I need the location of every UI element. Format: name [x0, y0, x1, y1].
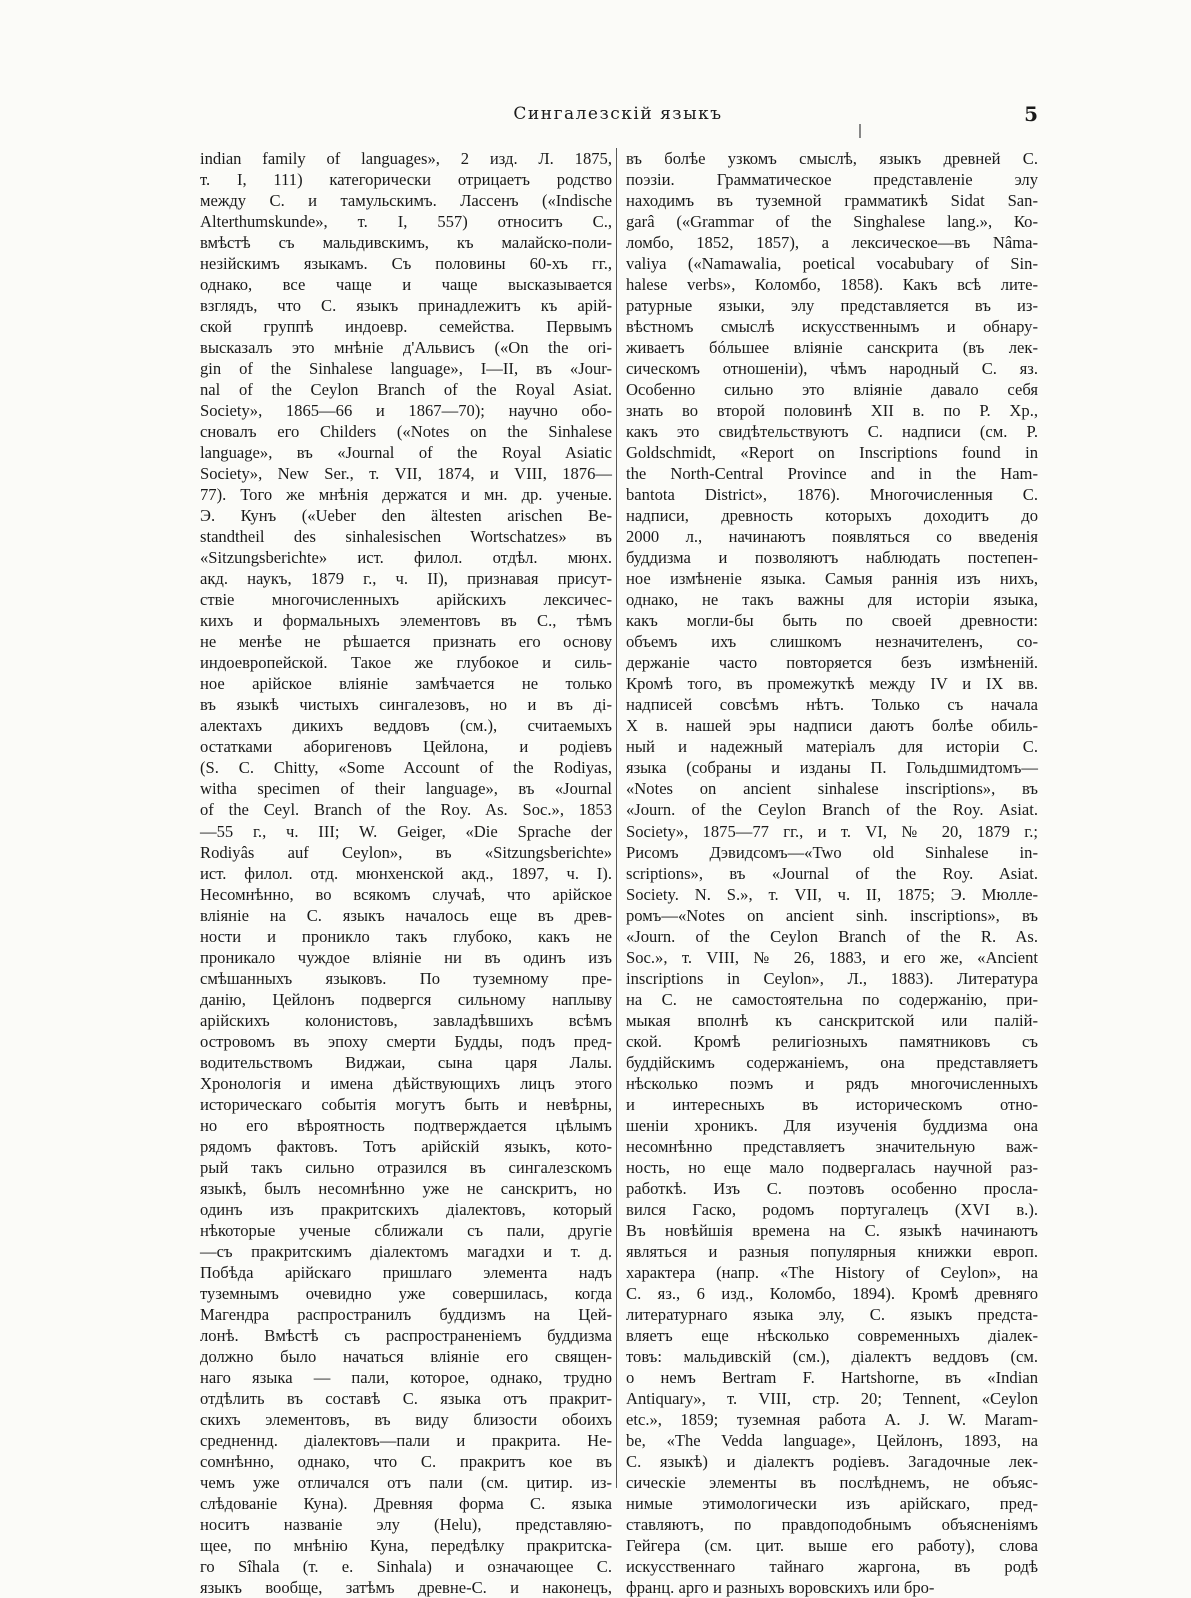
- text-line: Society», 1865—66 и 1867—70); научно обо-: [200, 401, 612, 421]
- text-line: т. I, 111) категорически отрицаетъ родство: [200, 170, 612, 190]
- text-line: inscriptions in Ceylon», Л., 1883). Литература: [626, 968, 1038, 988]
- page-header: [198, 98, 1038, 138]
- text-line: Rodiyâs auf Ceylon», въ «Sitzungsberichte»: [200, 842, 612, 862]
- text-line: находимъ въ туземной грамматикѣ Sidat San-: [626, 191, 1038, 211]
- text-line: ности и проникло такъ глубоко, какъ не: [200, 926, 612, 946]
- text-line: нѣкоторые ученые сближали съ пали, другіе: [200, 1220, 612, 1240]
- text-line: туземнымъ очевидно уже совершилась, когда: [200, 1283, 612, 1303]
- text-line: чемъ уже отличался отъ пали (см. цитир. из-: [200, 1472, 612, 1492]
- text-line: «Journ. of the Ceylon Branch of the R. As.: [626, 926, 1038, 946]
- text-line: арійскихъ колонистовъ, завладѣвшихъ всѣмъ: [200, 1010, 612, 1030]
- text-line: the North-Central Province and in the Ham-: [626, 464, 1038, 484]
- text-line: языка (собраны и изданы П. Гольдшмидтомъ—: [626, 758, 1038, 778]
- text-line: of the Ceyl. Branch of the Roy. As. Soc.», 1853: [200, 800, 612, 820]
- text-line: должно было начаться вліяніе его священ-: [200, 1346, 612, 1366]
- text-line: носитъ названіе элу (Helu), представляю-: [200, 1515, 612, 1535]
- text-line: bantota District», 1876). Многочисленныя С.: [626, 485, 1038, 505]
- text-line: ное измѣненіе языка. Самыя раннія изъ нихъ,: [626, 569, 1038, 589]
- text-column-left: [200, 148, 612, 1598]
- text-line: etc.», 1859; туземная работа A. J. W. Maram-: [626, 1409, 1038, 1429]
- text-line: знать во второй половинѣ XII в. по Р. Хр.,: [626, 401, 1038, 421]
- text-line: мыкая вполнѣ къ санскритской или палій-: [626, 1010, 1038, 1030]
- text-line: language», въ «Journal of the Royal Asiatic: [200, 443, 612, 463]
- text-line: ствіе многочисленныхъ арійскихъ лексичес-: [200, 590, 612, 610]
- text-line: ской. Кромѣ религіозныхъ памятниковъ съ: [626, 1031, 1038, 1051]
- text-line: незійскимъ языкамъ. Съ половины 60-хъ гг.,: [200, 254, 612, 274]
- text-line: высказалъ это мнѣніе д'Альвисъ («On the ori-: [200, 338, 612, 358]
- text-line: однако, не такъ важны для исторіи языка,: [626, 590, 1038, 610]
- text-line: «Sitzungsberichte» ист. филол. отдѣл. мюнх.: [200, 548, 612, 568]
- text-line: смѣшанныхъ языковъ. По туземному пре-: [200, 968, 612, 988]
- text-line: 77). Того же мнѣнія держатся и мн. др. ученые.: [200, 485, 612, 505]
- text-line: являться и разныя популярныя книжки европ.: [626, 1241, 1038, 1261]
- text-line: X в. нашей эры надписи даютъ болѣе обиль-: [626, 716, 1038, 736]
- text-line: въ языкѣ чистыхъ сингалезовъ, но и въ ді-: [200, 695, 612, 715]
- text-line: характера (напр. «The History of Ceylon», на: [626, 1262, 1038, 1282]
- text-line: искусственнаго тайнаго жаргона, въ родѣ: [626, 1557, 1038, 1577]
- text-line: вліяніе на С. языкъ началось еще въ древ-: [200, 905, 612, 925]
- text-line: ставляютъ, по правдоподобнымъ объясненіямъ: [626, 1515, 1038, 1535]
- text-line: кихъ и формальныхъ элементовъ въ С., тѣмъ: [200, 611, 612, 631]
- text-line: нимые этимологически изъ арійскаго, пред-: [626, 1494, 1038, 1513]
- text-line: Society», New Ser., т. VII, 1874, и VIII, 1876—: [200, 464, 612, 484]
- text-line: франц. арго и разныхъ воровскихъ или бро-: [626, 1578, 935, 1598]
- text-line: поэзіи. Грамматическое представленіе элу: [626, 170, 1038, 190]
- text-line: С. языкѣ) и діалектъ родіевъ. Загадочные лек-: [626, 1451, 1038, 1471]
- page-number: 5: [1024, 102, 1038, 126]
- text-line: историческаго событія могутъ быть и невѣрны,: [200, 1094, 612, 1114]
- text-line: и интересныхъ въ историческомъ отно-: [626, 1094, 1038, 1114]
- text-line: —съ пракритскимъ діалектомъ магадхи и т. д.: [200, 1241, 612, 1261]
- text-line: gin of the Sinhalese language», I—II, въ «Jour-: [200, 359, 612, 379]
- text-line: алектахъ дикихъ веддовъ (см.), считаемыхъ: [200, 716, 612, 736]
- text-line: —55 г., ч. III; W. Geiger, «Die Sprache der: [200, 821, 612, 841]
- text-line: сическіе элементы въ послѣднемъ, не объяс-: [626, 1472, 1038, 1492]
- text-line: въ болѣе узкомъ смыслѣ, языкъ древней С.: [626, 149, 1038, 168]
- text-line: но его вѣроятность подтверждается цѣлымъ: [200, 1115, 612, 1135]
- text-line: на С. не самостоятельна по содержанію, при-: [626, 989, 1038, 1009]
- text-line: Society», 1875—77 гг., и т. VI, № 20, 1879 г.;: [626, 821, 1038, 841]
- text-line: щее, по мнѣнію Куна, передѣлку пракритска-: [200, 1536, 612, 1556]
- text-line: ратурные языки, элу представляется въ из-: [626, 296, 1038, 316]
- text-line: индоевропейской. Такое же глубокое и силь-: [200, 653, 612, 673]
- text-line: лонѣ. Вмѣстѣ съ распространеніемъ буддизма: [200, 1325, 612, 1345]
- print-mark: [859, 124, 861, 138]
- text-line: данію, Цейлонъ подвергся сильному наплыву: [200, 989, 612, 1009]
- text-line: проникало чуждое вліяніе ни въ одинъ изъ: [200, 947, 612, 967]
- text-line: ромъ—«Notes on ancient sinh. inscriptions», въ: [626, 905, 1038, 925]
- text-line: ломбо, 1852, 1857), а лексическое—въ Nâma-: [626, 233, 1038, 253]
- text-line: островомъ въ эпоху смерти Будды, подъ пред-: [200, 1031, 612, 1051]
- text-line: товъ: мальдивскій (см.), діалектъ веддовъ (см.: [626, 1346, 1038, 1366]
- text-line: standtheil des sinhalesischen Wortschatzes» въ: [200, 527, 612, 547]
- text-line: Гейгера (см. цит. выше его работу), слова: [626, 1536, 1038, 1556]
- text-line: С. яз., 6 изд., Коломбо, 1894). Кромѣ древняго: [626, 1283, 1038, 1303]
- text-line: слѣдованіе Куна). Древняя форма С. языка: [200, 1494, 612, 1513]
- text-line: Особенно сильно это вліяніе давало себя: [626, 380, 1038, 400]
- text-line: живаетъ бóльшее вліяніе санскрита (въ лек-: [626, 338, 1038, 358]
- text-line: средненнд. діалектовъ—пали и пракрита. Не-: [200, 1430, 612, 1450]
- text-line: о немъ Bertram F. Hartshorne, въ «Indian: [626, 1367, 1038, 1387]
- text-line: буддизма и позволяютъ наблюдать постепен-: [626, 548, 1038, 568]
- text-line: буддійскимъ содержаніемъ, она представляетъ: [626, 1052, 1038, 1072]
- column-divider: [616, 148, 617, 1488]
- text-line: Въ новѣйшія времена на С. языкѣ начинаютъ: [626, 1220, 1038, 1240]
- text-line: Soc.», т. VIII, № 26, 1883, и его же, «Ancient: [626, 947, 1038, 967]
- text-line: «Notes on ancient sinhalese inscriptions», въ: [626, 779, 1038, 799]
- text-line: взглядъ, что С. языкъ принадлежитъ къ арій-: [200, 296, 612, 316]
- text-line: garâ («Grammar of the Singhalese lang.», Ко-: [626, 212, 1038, 232]
- text-line: Кромѣ того, въ промежуткѣ между IV и IX вв.: [626, 674, 1038, 694]
- text-line: скихъ элементовъ, въ виду близости обоихъ: [200, 1409, 612, 1429]
- text-line: литературнаго языка элу, С. языкъ предста-: [626, 1304, 1038, 1324]
- text-line: водительствомъ Виджаи, сына царя Лалы.: [200, 1052, 612, 1072]
- text-line: языкѣ, былъ несомнѣнно уже не санскритъ, но: [200, 1178, 612, 1198]
- text-line: отдѣлить въ составѣ С. языка отъ пракрит-: [200, 1388, 612, 1408]
- text-line: ист. филол. отд. мюнхенской акд., 1897, ч. I).: [200, 863, 612, 883]
- text-line: одинъ изъ пракритскихъ діалектовъ, который: [200, 1199, 612, 1219]
- text-line: Хронологія и имена дѣйствующихъ лицъ этого: [200, 1073, 612, 1093]
- text-line: какъ могли-бы быть по своей древности:: [626, 611, 1038, 631]
- text-line: между С. и тамульскимъ. Лассенъ («Indische: [200, 191, 612, 211]
- text-line: Goldschmidt, «Report on Inscriptions found in: [626, 443, 1038, 463]
- text-line: держаніе часто повторяется безъ измѣненій.: [626, 653, 1038, 673]
- text-line: Магендра распространилъ буддизмъ на Цей-: [200, 1304, 612, 1324]
- text-line: ность, но еще мало подвергалась научной раз-: [626, 1157, 1038, 1177]
- text-line: Society. N. S.», т. VII, ч. II, 1875; Э. Мюлле-: [626, 884, 1038, 904]
- text-line: надписей совсѣмъ нѣтъ. Только съ начала: [626, 695, 1038, 715]
- text-line: «Journ. of the Ceylon Branch of the Roy. Asiat.: [626, 800, 1038, 820]
- text-line: объемъ ихъ слишкомъ незначителенъ, со-: [626, 632, 1038, 652]
- text-line: надписи, древность которыхъ доходитъ до: [626, 506, 1038, 526]
- running-title: Сингалезскій языкъ: [513, 104, 723, 124]
- text-line: вился Гаско, родомъ португалецъ (XVI в.).: [626, 1199, 1038, 1219]
- text-line: valiya («Namawalia, poetical vocabubary of Sin-: [626, 254, 1038, 274]
- text-line: сомнѣнно, однако, что С. пракритъ кое въ: [200, 1451, 612, 1471]
- text-line: рядомъ фактовъ. Тотъ арійскій языкъ, кото-: [200, 1136, 612, 1156]
- text-line: рый такъ сильно отразился въ сингалезскомъ: [200, 1157, 612, 1177]
- text-line: вляетъ еще нѣсколько современныхъ діалек-: [626, 1325, 1038, 1345]
- text-line: сическомъ отношеніи), чѣмъ народный С. яз.: [626, 359, 1038, 379]
- text-line: 2000 л., начинаютъ появляться со введенія: [626, 527, 1038, 547]
- text-line: работкѣ. Изъ С. поэтовъ особенно просла-: [626, 1178, 1038, 1198]
- text-line: го Sîhala (т. е. Sinhala) и означающее С.: [200, 1557, 612, 1577]
- text-line: нѣсколько поэмъ и рядъ многочисленныхъ: [626, 1073, 1038, 1093]
- text-line: be, «The Vedda language», Цейлонъ, 1893, на: [626, 1430, 1038, 1450]
- text-line: Antiquary», т. VIII, стр. 20; Tennent, «Ceylon: [626, 1388, 1038, 1408]
- text-line: однако, все чаще и чаще высказывается: [200, 275, 612, 295]
- text-line: не менѣе не рѣшается признать его основу: [200, 632, 612, 652]
- text-line: Побѣда арійскаго пришлаго элемента надъ: [200, 1262, 612, 1282]
- text-line: несомнѣнно представляетъ значительную важ-: [626, 1136, 1038, 1156]
- text-line: Alterthumskunde», т. I, 557) относитъ С.,: [200, 212, 612, 232]
- text-column-right: [626, 148, 1038, 1598]
- text-line: вѣстномъ смыслѣ искусственнымъ и обнару-: [626, 317, 1038, 337]
- text-line: вмѣстѣ съ мальдивскимъ, къ малайско-поли-: [200, 233, 612, 253]
- text-line: indian family of languages», 2 изд. Л. 1875,: [200, 149, 612, 168]
- text-line: ное арійское вліяніе замѣчается не только: [200, 674, 612, 694]
- text-line: какъ это свидѣтельствуютъ С. надписи (см. P.: [626, 422, 1038, 442]
- text-line: языкъ вообще, затѣмъ древне-С. и наконецъ,: [200, 1578, 612, 1598]
- text-line: witha specimen of their language», въ «Journal: [200, 779, 612, 799]
- text-line: шеніи хроникъ. Для изученія буддизма она: [626, 1115, 1038, 1135]
- text-line: наго языка — пали, которое, однако, трудно: [200, 1367, 612, 1387]
- text-line: Э. Кунъ («Ueber den ältesten arischen Be-: [200, 506, 612, 526]
- text-line: scriptions», въ «Journal of the Roy. Asiat.: [626, 863, 1038, 883]
- text-line: Рисомъ Дэвидсомъ—«Two old Sinhalese in-: [626, 842, 1038, 862]
- text-line: (S. C. Chitty, «Some Account of the Rodiyas,: [200, 758, 612, 778]
- text-line: сновалъ его Childers («Notes on the Sinhalese: [200, 422, 612, 442]
- text-line: остатками аборигеновъ Цейлона, и родіевъ: [200, 737, 612, 757]
- text-line: ный и надежный матеріалъ для исторіи С.: [626, 737, 1038, 757]
- text-line: ской группѣ индоевр. семейства. Первымъ: [200, 317, 612, 337]
- text-line: Несомнѣнно, во всякомъ случаѣ, что арійское: [200, 884, 612, 904]
- text-line: акд. наукъ, 1879 г., ч. II), признавая присут-: [200, 569, 612, 589]
- text-line: nal of the Ceylon Branch of the Royal Asiat.: [200, 380, 612, 400]
- text-line: halese verbs», Коломбо, 1858). Какъ всѣ лите-: [626, 275, 1038, 295]
